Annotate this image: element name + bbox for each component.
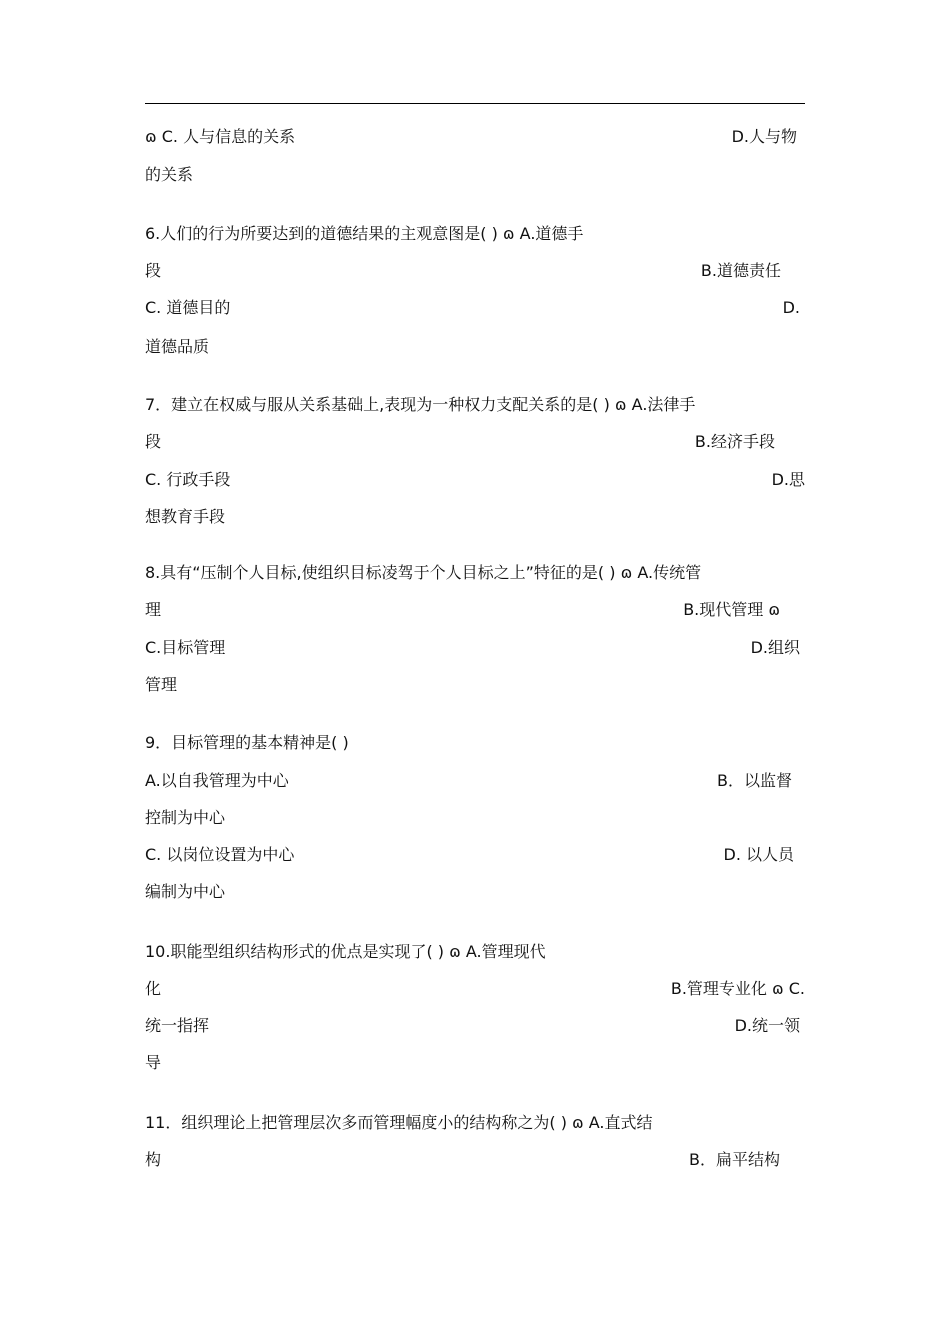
line-16-right: B．以监督 (717, 771, 792, 790)
line-13-left: C.目标管理 (145, 638, 226, 657)
question-9: 9．目标管理的基本精神是( ) (145, 733, 349, 752)
line-18-right: D. 以人员 (723, 845, 794, 864)
line-14-left: 管理 (145, 675, 178, 694)
question-8: 8.具有“压制个人目标,使组织目标凌驾于个人目标之上”特征的是( ) ɷ A.传统管 (145, 563, 702, 582)
line-18-left: C. 以岗位设置为中心 (145, 845, 295, 864)
line-5-left: C. 道德目的 (145, 298, 231, 317)
question-7: 7．建立在权威与服从关系基础上,表现为一种权力支配关系的是( ) ɷ A.法律手 (145, 395, 696, 414)
line-4-left: 段 (145, 261, 162, 280)
line-5-right: D. (782, 298, 800, 317)
line-12-left: 理 (145, 600, 162, 619)
line-21-left: 化 (145, 979, 162, 998)
line-9-left: C. 行政手段 (145, 470, 231, 489)
line-21-right: B.管理专业化 ɷ C. (670, 979, 805, 998)
line-9-right: D.思 (771, 470, 805, 489)
line-1-right: D.人与物 (731, 127, 797, 146)
question-10: 10.职能型组织结构形式的优点是实现了( ) ɷ A.管理现代 (145, 942, 546, 961)
line-8-left: 段 (145, 432, 162, 451)
line-6-left: 道德品质 (145, 337, 210, 356)
header-rule (145, 103, 805, 104)
line-8-right: B.经济手段 (694, 432, 775, 451)
line-4-right: B.道德责任 (700, 261, 781, 280)
line-22-right: D.统一领 (734, 1016, 800, 1035)
line-16-left: A.以自我管理为中心 (145, 771, 289, 790)
line-22-left: 统一指挥 (145, 1016, 210, 1035)
line-25-right: B．扁平结构 (689, 1150, 780, 1169)
line-10-left: 想教育手段 (145, 507, 226, 526)
question-11: 11．组织理论上把管理层次多而管理幅度小的结构称之为( ) ɷ A.直式结 (145, 1113, 653, 1132)
line-1-left: ɷ C. 人与信息的关系 (145, 127, 296, 146)
line-25-left: 构 (145, 1150, 162, 1169)
line-17-left: 控制为中心 (145, 808, 226, 827)
line-23-left: 导 (145, 1053, 162, 1072)
line-19-left: 编制为中心 (145, 882, 226, 901)
question-6: 6.人们的行为所要达到的道德结果的主观意图是( ) ɷ A.道德手 (145, 224, 584, 243)
line-12-right: B.现代管理 ɷ (683, 600, 780, 619)
line-13-right: D.组织 (750, 638, 800, 657)
line-2-left: 的关系 (145, 165, 194, 184)
